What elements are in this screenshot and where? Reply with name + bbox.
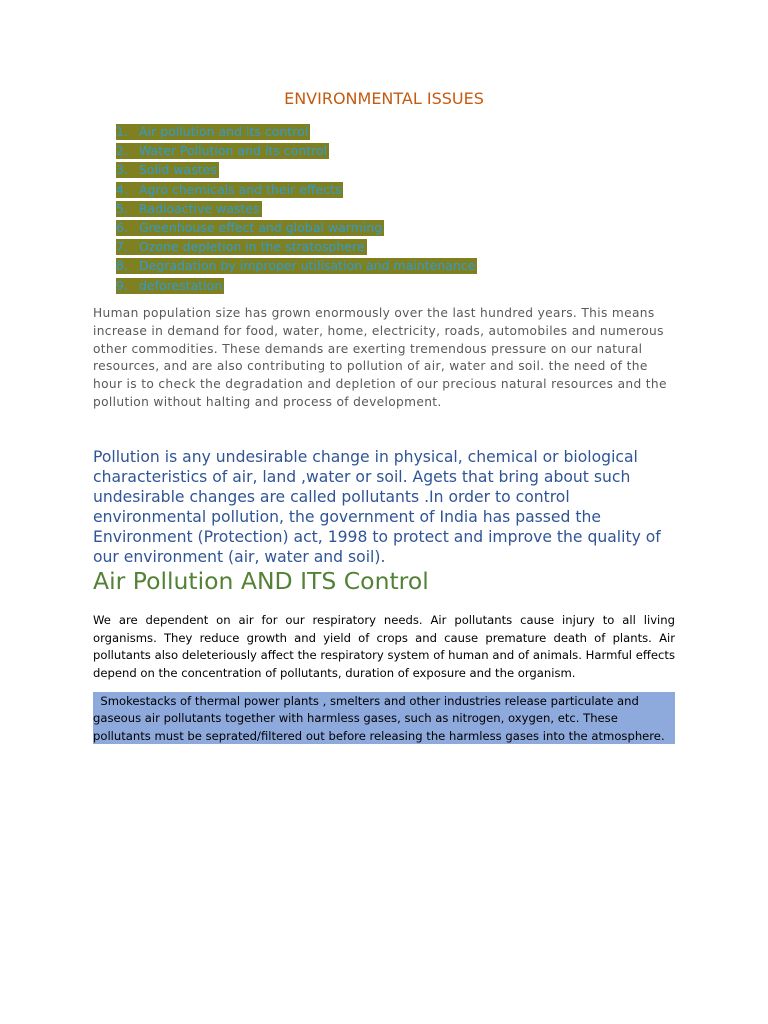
topic-number: 1. bbox=[116, 124, 128, 139]
definition-paragraph: Pollution is any undesirable change in physical, chemical or biological characteristics of air, land ,water or soil. Agets that bring about such undesirable changes are called pollutants .In order to control environmental pollution, the government of India has passed the Environment (Protection) act, 1998 to protect and improve the quality of our environment (air, water and soil). bbox=[93, 448, 661, 566]
topic-number: 6. bbox=[116, 219, 128, 235]
list-item bbox=[116, 200, 477, 219]
topic-label: Ozone depletion in the stratosphere bbox=[139, 239, 365, 255]
section-heading: Air Pollution AND ITS Control bbox=[93, 567, 429, 595]
topic-label: Agro chemicals and their effects bbox=[139, 181, 342, 197]
topic-number: 4. bbox=[116, 181, 128, 197]
list-item bbox=[116, 277, 477, 296]
list-item bbox=[116, 123, 477, 142]
topic-label: Solid wastes bbox=[139, 162, 217, 178]
topic-label: Water Pollution and its control bbox=[139, 143, 328, 159]
topic-number: 2. bbox=[116, 143, 128, 159]
topic-label: deforestation bbox=[139, 277, 223, 293]
topic-number: 3. bbox=[116, 162, 128, 178]
intro-paragraph: Human population size has grown enormously over the last hundred years. This means increase in demand for food, water, home, electricity, roads, automobiles and numerous other commodities. These demands are exerting tremendous pressure on our natural resources, and are also contributing to pollution of air, water and soil. the need of the hour is to check the degradation and depletion of our precious natural resources and the pollution without halting and process of development. bbox=[93, 306, 667, 409]
callout-text: Smokestacks of thermal power plants , smelters and other industries release particulate and gaseous air pollutants together with harmless gases, such as nitrogen, oxygen, etc. These pollutants must be seprated/filtered out before releasing the harmless gases into the atmosphere. bbox=[93, 694, 665, 743]
topic-label: Degradation by improper utilisation and maintenance bbox=[139, 258, 476, 274]
topic-highlight bbox=[116, 143, 329, 159]
topic-highlight bbox=[116, 278, 224, 294]
list-item bbox=[116, 219, 477, 238]
list-item bbox=[116, 181, 477, 200]
topic-label: Air pollution and its control bbox=[139, 124, 309, 139]
topic-highlight bbox=[116, 201, 262, 217]
topic-list bbox=[116, 123, 477, 296]
list-item bbox=[116, 142, 477, 161]
list-item bbox=[116, 161, 477, 180]
topic-number: 7. bbox=[116, 239, 128, 255]
topic-number: 5. bbox=[116, 200, 128, 216]
topic-label: Greenhouse effect and global warming bbox=[139, 219, 383, 235]
list-item bbox=[116, 238, 477, 257]
topic-number: 9. bbox=[116, 277, 128, 293]
list-item bbox=[116, 257, 477, 276]
topic-highlight bbox=[116, 182, 343, 198]
topic-highlight bbox=[116, 239, 367, 255]
topic-highlight bbox=[116, 124, 310, 140]
topic-label: Radioactive wastes bbox=[139, 200, 260, 216]
topic-number: 8. bbox=[116, 258, 128, 274]
topic-highlight bbox=[116, 258, 477, 274]
body-paragraph: We are dependent on air for our respiratory needs. Air pollutants cause injury to all living organisms. They reduce growth and yield of crops and cause premature death of plants. Air pollutants also deleteriously affect the respiratory system of human and of animals. Harmful effects depend on the concentration of pollutants, duration of exposure and the organism. bbox=[93, 613, 675, 680]
topic-highlight bbox=[116, 220, 384, 236]
document-title: ENVIRONMENTAL ISSUES bbox=[284, 89, 484, 108]
callout-box bbox=[93, 692, 675, 744]
topic-highlight bbox=[116, 162, 219, 178]
